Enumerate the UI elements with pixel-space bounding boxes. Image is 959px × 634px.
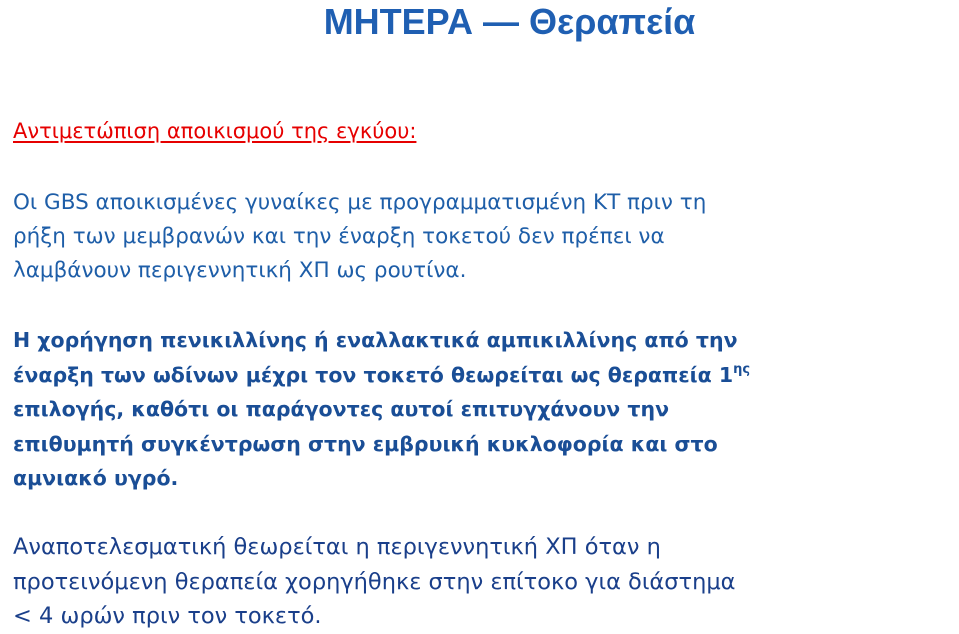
paragraph-line: λαμβάνουν περιγεννητική ΧΠ ως ρουτίνα. (13, 258, 467, 283)
paragraph-line: επιθυμητή συγκέντρωση στην εμβρυική κυκλοφορία και στο (13, 431, 718, 456)
slide-subtitle: Αντιμετώπιση αποικισμού της εγκύου: (13, 119, 417, 143)
paragraph-line: Η χορήγηση πενικιλλίνης ή εναλλακτικά αμπικιλλίνης από την (13, 328, 738, 352)
paragraph-cesarean (13, 186, 948, 288)
paragraph-line: επιλογής, καθότι οι παράγοντες αυτοί επιτυγχάνουν την (13, 397, 670, 421)
paragraph-penicillin (13, 323, 948, 496)
ordinal-superscript: ης (733, 361, 751, 377)
paragraph-line (13, 358, 948, 393)
paragraph-line: Οι GBS αποικισμένες γυναίκες με προγραμματισμένη ΚΤ πριν τη (13, 190, 707, 215)
paragraph-line: Αναποτελεσματική θεωρείται η περιγεννητική ΧΠ όταν η (13, 534, 661, 560)
paragraph-ineffective (13, 530, 948, 634)
paragraph-line: ρήξη των μεμβρανών και την έναρξη τοκετού δεν πρέπει να (13, 224, 665, 249)
slide-title: ΜΗΤΕΡΑ — Θεραπεία (323, 1, 696, 42)
paragraph-line: < 4 ωρών πριν τον τοκετό. (13, 603, 322, 629)
paragraph-line: προτεινόμενη θεραπεία χορηγήθηκε στην επίτοκο για διάστημα (13, 568, 736, 595)
paragraph-line: αμνιακό υγρό. (13, 466, 179, 490)
paragraph-line-text: έναρξη των ωδίνων μέχρι τον τοκετό θεωρείται ως θεραπεία 1 (13, 362, 734, 387)
